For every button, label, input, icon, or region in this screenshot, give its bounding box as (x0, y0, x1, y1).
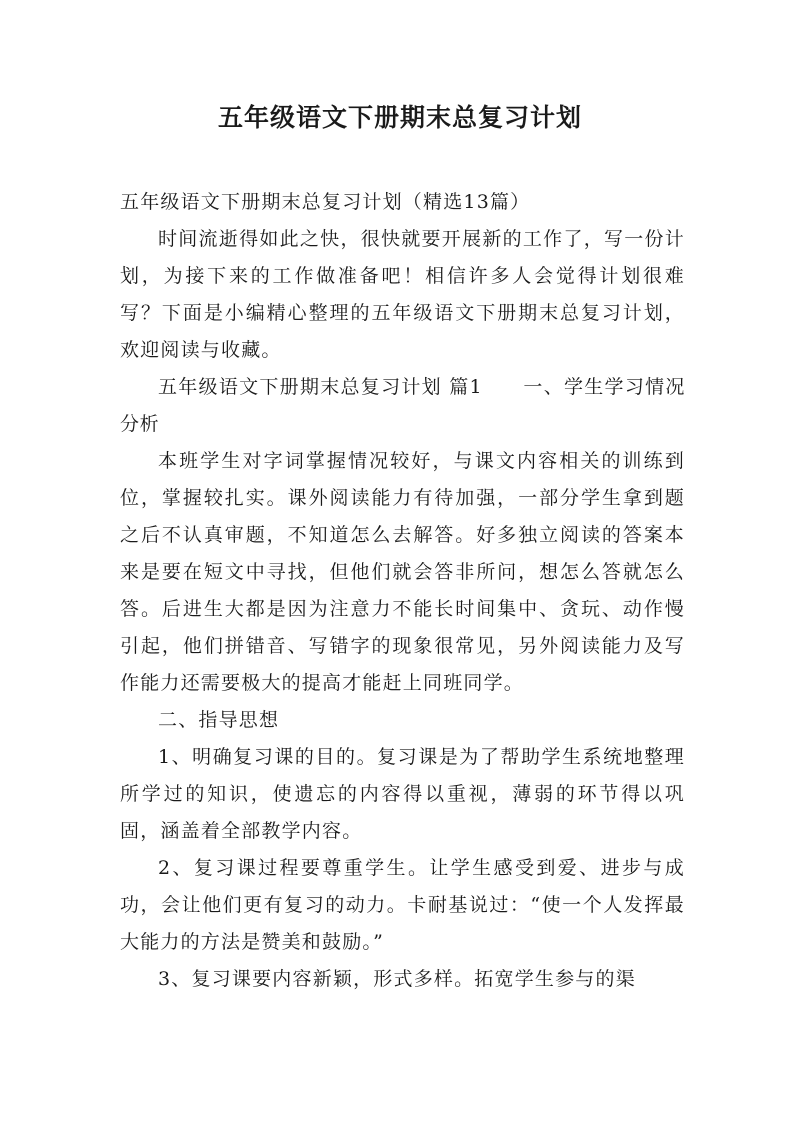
section-heading-part1: 五年级语文下册期末总复习计划 篇1 一、学生学习情况分析 (120, 376, 685, 435)
document-title: 五年级语文下册期末总复习计划 (217, 103, 582, 132)
point-1-paragraph: 1、明确复习课的目的。复习课是为了帮助学生系统地整理所学过的知识，使遗忘的内容得以重视，薄弱的环节得以巩固，涵盖着全部教学内容。 (120, 746, 685, 842)
point-3-paragraph: 3、复习课要内容新颖，形式多样。拓宽学生参与的渠 (158, 968, 636, 990)
intro-paragraph: 时间流逝得如此之快，很快就要开展新的工作了，写一份计划，为接下来的工作做准备吧！相信许多人会觉得计划很难写？下面是小编精心整理的五年级语文下册期末总复习计划，欢迎阅读与收藏。 (120, 228, 685, 361)
document-body (120, 184, 685, 998)
section-heading-guiding-thought: 二、指导思想 (158, 709, 280, 731)
analysis-paragraph: 本班学生对字词掌握情况较好，与课文内容相关的训练到位，掌握较扎实。课外阅读能力有待加强，一部分学生拿到题之后不认真审题，不知道怎么去解答。好多独立阅读的答案本来是要在短文中寻找，但他们就会答非所问，想怎么答就怎么答。后进生大都是因为注意力不能长时间集中、贪玩、动作慢引起，他们拼错音、写错字的现象很常见，另外阅读能力及写作能力还需要极大的提高才能赶上同班同学。 (120, 450, 685, 694)
point-2-paragraph: 2、复习课过程要尊重学生。让学生感受到爱、进步与成功，会让他们更有复习的动力。卡耐基说过：“使一个人发挥最大能力的方法是赞美和鼓励。” (120, 857, 685, 953)
document-subtitle: 五年级语文下册期末总复习计划（精选13篇） (120, 191, 531, 213)
